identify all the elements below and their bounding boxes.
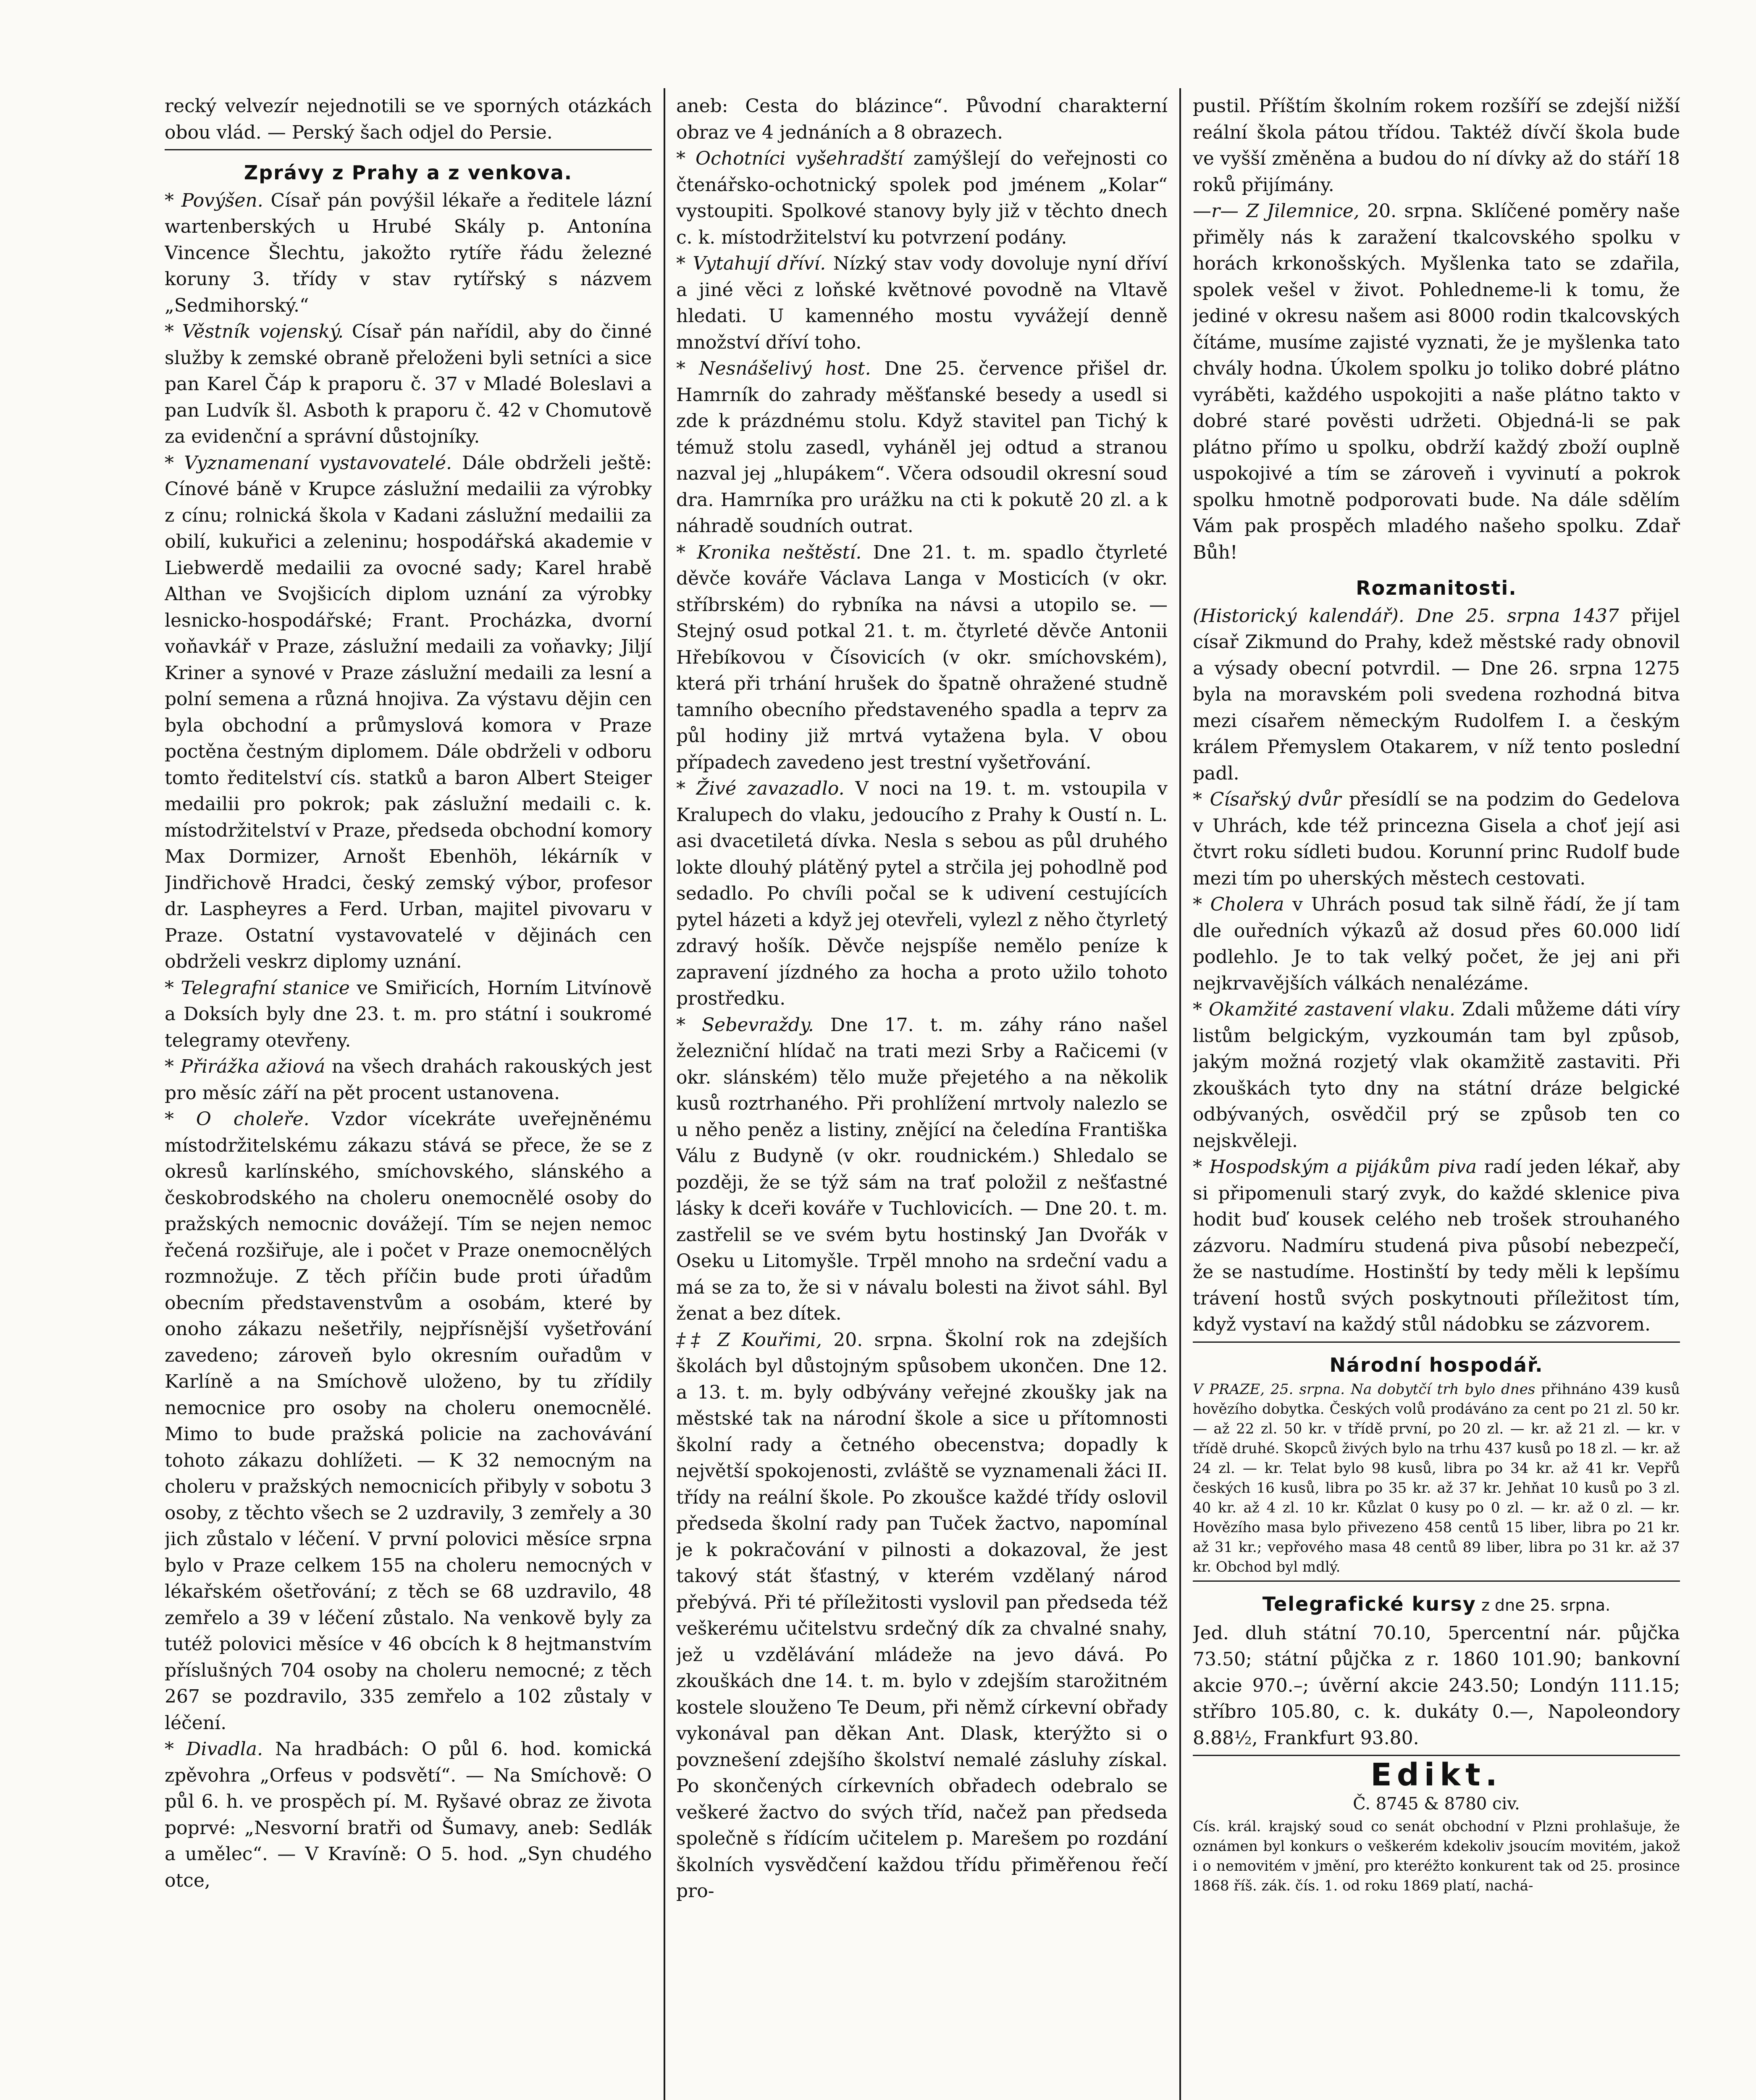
- article-lead: * Sebevraždy.: [676, 1014, 814, 1036]
- article-lead: * Nesnášelivý host.: [676, 358, 871, 379]
- section-rule: [1193, 1580, 1680, 1582]
- article-lead: * Císařský dvůr: [1193, 789, 1341, 810]
- section-heading: [1193, 575, 1680, 601]
- article-body: radí jeden lékař, aby si připomenuli starý zvyk, do každé sklenice piva hodit buď kousek celého neb trošek strouhaného zázvoru. Nadmíru studená piva působí nebezpečí, že se nastudíme. Hostinští by tedy měli k lepšímu trávení hostů svých poskytnouti příležitost tím, když vystaví na každý stůl nádobku se zázvorem.: [1193, 1156, 1680, 1335]
- article-body: aneb: Cesta do blázince“. Původní charakterní obraz ve 4 jednáních a 8 obrazech.: [676, 95, 1168, 143]
- article-paragraph: [165, 1736, 652, 1894]
- column-divider: [664, 88, 665, 2100]
- section-rule: [1193, 1341, 1680, 1343]
- article-body: Císař pán nařídil, aby do činné služby k zemské obraně přeloženi byli setníci a sice pan Karel Čáp k praporu č. 37 v Mladé Boleslavi a pan Ludvík šl. Asboth k praporu č. 42 v Chomutově za evidenční a správní důstojníky.: [165, 321, 652, 447]
- article-body: pustil. Příštím školním rokem rozšíří se zdejší nižší reální škola pátou třídou. Taktéž dívčí škola bude ve vyšší změněna a budou do ní dívky až do stáří 18 roků přijímány.: [1193, 95, 1680, 196]
- article-paragraph: [676, 776, 1168, 1012]
- article-lead: —r— Z Jilemnice,: [1193, 200, 1360, 222]
- article-lead: * Povýšen.: [165, 189, 263, 211]
- article-paragraph: [1193, 93, 1680, 198]
- article-paragraph: [1193, 1154, 1680, 1338]
- article-lead: * Živé zavazadlo.: [676, 778, 845, 799]
- article-paragraph: [1193, 603, 1680, 787]
- article-paragraph: [165, 319, 652, 450]
- article-lead: * Hospodským a pijákům piva: [1193, 1156, 1477, 1178]
- article-body: zamýšlejí do veřejnosti co čtenářsko-ochotnický spolek pod jménem „Kolar“ vystoupiti. Spolkové stanovy byly již v těchto dnech c. k. místodržitelství ku potvrzení podány.: [676, 148, 1168, 248]
- section-heading-text: Národní hospodář.: [1329, 1353, 1543, 1376]
- article-body: Zdali můžeme dáti víry listům belgickým, vyzkoumán tam byl způsob, jakým možná rozjetý vlak okamžitě zastaviti. Při zkouškách tyto dny na státní dráze belgické odbývaných, osvědčil prý se způsob ten co nejskvěleji.: [1193, 999, 1680, 1152]
- article-lead: (Historický kalendář). Dne 25. srpna 1437: [1193, 605, 1619, 627]
- article-body: Nízký stav vody dovoluje nyní dříví a jiné věci z loňské květnové povodně na Vltavě hledati. U kamenného mostu vyvážejí denně množství dříví toho.: [676, 253, 1168, 353]
- article-paragraph: [165, 93, 652, 146]
- article-body: ve Smiřicích, Horním Litvínově a Doksích byly dne 23. t. m. pro státní i soukromé telegramy otevřeny.: [165, 977, 652, 1051]
- article-body: recký velvezír nejednotili se ve sporných otázkách obou vlád. — Perský šach odjel do Persie.: [165, 95, 652, 143]
- text-column-2: [676, 93, 1168, 2100]
- article-body: přijel císař Zikmund do Prahy, kdež městské rady obnovil a výsady obecní potvrdil. — Dne 26. srpna 1275 byla na moravském poli svedena rozhodná bitva mezi císařem německým Rudolfem I. a českým králem Přemyslem Otakarem, v níž tento poslední padl.: [1193, 605, 1680, 784]
- section-heading: [165, 160, 652, 186]
- article-body: přesídlí se na podzim do Gedelova v Uhrách, kde též princezna Gisela a choť její asi čtvrt roku sídleti budou. Korunní princ Rudolf bude mezi tím po uherských městech cestovati.: [1193, 789, 1680, 889]
- article-paragraph: [676, 146, 1168, 251]
- article-paragraph: [676, 1327, 1168, 1905]
- article-paragraph: [1193, 787, 1680, 892]
- article-lead: * Okamžité zastavení vlaku.: [1193, 999, 1455, 1020]
- article-lead: ‡‡ Z Kouřimi,: [676, 1329, 822, 1351]
- section-heading-text: Zprávy z Prahy a z venkova.: [244, 161, 573, 184]
- article-lead: V PRAZE, 25. srpna. Na dobytčí trh bylo dnes: [1193, 1381, 1536, 1398]
- column-divider: [1179, 88, 1181, 2100]
- article-lead: * Vytahují dříví.: [676, 253, 826, 274]
- article-paragraph: [676, 251, 1168, 356]
- article-body: V noci na 19. t. m. vstoupila v Kralupech do vlaku, jedoucího z Prahy k Oustí n. L. asi dvacetiletá dívka. Nesla s sebou as půl druhého lokte dlouhý plátěný pytel a strčila jej pohodlně pod sedadlo. Po chvíli počal se k udivení cestujících pytel házeti a když jej otevřeli, vylezl z něho čtyrletý zdravý hošík. Děvče nejspíše nemělo peníze k zapravení jízdného za hocha a proto užilo tohoto prostředku.: [676, 778, 1168, 1009]
- article-paragraph: [165, 1106, 652, 1736]
- article-lead: * Telegrafní stanice: [165, 977, 350, 999]
- article-lead: * Vyznamenaní vystavovatelé.: [165, 452, 452, 474]
- article-paragraph: [165, 1054, 652, 1106]
- article-body: Vzdor vícekráte uveřejněnému místodržitelskému zákazu stává se přece, že se z okresů karlínského, smíchovského, slánského a českobrodského na choleru onemocnělé osoby do pražských nemocnic dovážejí. Tím se nejen nemoc řečená rozšiřuje, ale i počet v Praze onemocnělých rozmnožuje. Z těch příčin bude proti úřadům obecním představenstvům a osobám, které by onoho zákazu nešetřily, nejpřísnější vyšetřování zavedeno; zároveň bylo okresním ouřadům v Karlíně a na Smíchově uloženo, by tu zřídily nemocnice pro osoby na choleru onemocnělé. Mimo to bude pražská policie na zachovávání tohoto zákazu dohlížeti. — K 32 nemocným na choleru v pražských nemocnicích přibyly v sobotu 3 osoby, z těchto všech se 2 uzdravily, 3 zemřely a 30 jich zůstalo v léčení. V první polovici měsíce srpna bylo v Praze celkem 155 na choleru nemocných v lékařském ošetřování; z těch se 68 uzdravilo, 48 zemřelo a 39 v léčení zůstalo. Na venkově byly za tutéž polovici měsíce v 46 obcích k 8 hejtmanstvím příslušných 704 osoby na choleru nemocné; z těch 267 se pozdravilo, 335 zemřelo a 102 zůstaly v léčení.: [165, 1108, 652, 1734]
- article-lead: * Divadla.: [165, 1738, 263, 1760]
- article-body: 20. srpna. Sklíčené poměry naše přiměly nás k zaražení tkalcovského spolku v horách krkonošských. Myšlenka tato se zdařila, spolek vešel v život. Pohledneme-li k tomu, že jediné v okresu našem asi 8000 rodin tkalcovských čítáme, musíme zajisté vyznati, že je myšlenka tato chvály hodna. Úkolem spolku jo toliko dobré plátno vyráběti, každého uspokojiti a naše plátno takto v dobré staré pověsti udržeti. Objedná-li se pak plátno přímo u spolku, obdrží každý zboží ouplně uspokojivé a tím se zároveň i vyvinutí a pokrok spolku hmotně podporovati bude. Na dále sdělím Vám pak prospěch mladého našeho spolku. Zdař Bůh!: [1193, 200, 1680, 563]
- text-column-3: [1193, 93, 1680, 2100]
- article-paragraph: [676, 540, 1168, 776]
- article-body: Dále obdrželi ještě: Cínové báně v Krupce záslužní medailii za výrobky z cínu; rolnická škola v Kadani záslužní medailii za obilí, kukuřici a zeleninu; hospodářská akademie v Liebwerdě medailii za ovocné sady; Karel hrabě Althan ve Svojšicích diplom uznání za výrobky lesnicko-hospodářské; Frant. Procházka, dvorní voňavkář v Praze, záslužní medaili za voňavky; Jiljí Kriner a synové v Praze záslužní medaili za lesní a polní semena a různá hnojiva. Za výstavu dějin cen byla obchodní a průmyslová komora v Praze poctěna čestným diplomem. Dále obdrželi v odboru tomto ředitelství cís. statků a baron Albert Steiger medailii pro pokrok; pak záslužní medaili c. k. místodržitelství v Praze, předseda obchodní komory Max Dormizer, Arnošt Ebenhöh, lékárník v Jindřichově Hradci, český zemský výbor, profesor dr. Laspheyres a Ferd. Urban, majitel pivovaru v Praze. Ostatní vystavovatelé v dějinách cen obdrželi veskrz diplomy uznání.: [165, 452, 652, 972]
- section-heading-text: Edikt.: [1370, 1757, 1502, 1793]
- article-lead: * Cholera: [1193, 894, 1284, 915]
- article-paragraph: [165, 450, 652, 975]
- article-paragraph: [165, 975, 652, 1054]
- reference-number: Č. 8745 & 8780 civ.: [1353, 1794, 1520, 1814]
- article-lead: * Kronika neštěstí.: [676, 541, 862, 563]
- section-rule: [165, 149, 652, 150]
- section-heading: [1193, 1591, 1680, 1619]
- article-body: v Uhrách posud tak silně řádí, že jí tam dle ouředních výkazů až dosud přes 60.000 lidí podlehlo. Je to tak velký počet, že jej ani při nejkrvavějších válkách nenalézáme.: [1193, 894, 1680, 994]
- article-body: na všech drahách rakouských jest pro měsíc září na pět procent ustanovena.: [165, 1056, 652, 1104]
- article-paragraph: [1193, 997, 1680, 1154]
- article-body: Dne 21. t. m. spadlo čtyrleté děvče kováře Václava Langa v Mosticích (v okr. stříbrském) do rybníka na návsi a utopilo se. — Stejný osud potkal 21. t. m. čtyrleté děvče Antonii Hřebíkovou v Čísovicích (v okr. smíchovském), která při trhání hrušek do špatně ohražené studně tamního obecního představeného spadla a teprv za půl hodiny již mrtvá vytažena byla. V obou případech zavedeno jest trestní vyšetřování.: [676, 541, 1168, 773]
- article-body: Císař pán povýšil lékaře a ředitele lázní wartenberských u Hrubé Skály p. Antonína Vincence Šlechtu, jakožto rytíře řádu železné koruny 3. třídy v stav rytířský s názvem „Sedmihorský.“: [165, 189, 652, 316]
- article-body: Jed. dluh státní 70.10, 5percentní nár. půjčka 73.50; státní půjčka z r. 1860 101.90; bankovní akcie 970.–; úvěrní akcie 243.50; Londýn 111.15; stříbro 105.80, c. k. dukáty 0.—, Napoleondory 8.88½, Frankfurt 93.80.: [1193, 1622, 1680, 1749]
- article-paragraph: [676, 1012, 1168, 1327]
- section-rule: [1193, 1755, 1680, 1756]
- section-heading: [1193, 1352, 1680, 1378]
- article-paragraph: [1193, 1817, 1680, 1896]
- article-paragraph: [1193, 892, 1680, 997]
- article-body: Dne 17. t. m. záhy ráno našel železniční hlídač na trati mezi Srby a Račicemi (v okr. slánském) tělo muže přejetého a na několik kusů roztrhaného. Při prohlížení mrtvoly nalezlo se u něho peněz a listiny, znějící na čeledína Františka Válu z Budyně (v okr. roudnickém.) Shledalo se později, že se týž sám na trať položil z nešťastné lásky k dceři kováře v Tuchlovicích. — Dne 20. t. m. zastřelil se ve svém bytu hostinský Jan Dvořák v Oseku u Litomyšle. Trpěl mnoho na srdeční vadu a má se za to, že si v návalu bolesti na život sáhl. Byl ženat a bez dítek.: [676, 1014, 1168, 1324]
- article-paragraph: [676, 356, 1168, 540]
- article-lead: * Přirážka ažiová: [165, 1056, 325, 1077]
- article-body: Dne 25. července přišel dr. Hamrník do zahrady měšťanské besedy a usedl si zde k prázdnému stolu. Když stavitel pan Tichý k témuž stolu zasedl, vyháněl jej odtud a stranou nazval jej „hlupákem“. Včera odsoudil okresní soud dra. Hamrníka pro urážku na cti k pokutě 20 zl. a k náhradě soudních outrat.: [676, 358, 1168, 537]
- section-heading: [1193, 1757, 1680, 1793]
- article-body: Cís. král. krajský soud co senát obchodní v Plzni prohlašuje, že oznámen byl konkurs o veškerém kdekoliv jsoucím movitém, jakož i o nemovitém v jmění, pro kteréžto konkurent tak od 25. prosince 1868 říš. zák. čís. 1. od roku 1869 platí, nachá-: [1193, 1818, 1680, 1894]
- article-paragraph: [165, 188, 652, 319]
- article-paragraph: [1193, 1620, 1680, 1752]
- article-paragraph: [1193, 198, 1680, 566]
- article-body: Na hradbách: O půl 6. hod. komická zpěvohra „Orfeus v podsvětí“. — Na Smíchově: O půl 6. h. ve prospěch pí. M. Ryšavé obraz ze života poprvé: „Nesvorní bratři od Šumavy, aneb: Sedlák a umělec“. — V Kravíně: O 5. hod. „Syn chudého otce,: [165, 1738, 652, 1891]
- section-heading-sub: z dne 25. srpna.: [1476, 1596, 1611, 1614]
- article-body: přihnáno 439 kusů hovězího dobytka. Českých volů prodáváno za cent po 21 zl. 50 kr. — až 22 zl. 50 kr. v třídě první, po 20 zl. — kr. až 21 zl. — kr. v třídě druhé. Skopců živých bylo na trhu 437 kusů po 18 zl. — kr. až 24 zl. — kr. Telat bylo 98 kusů, libra po 34 kr. až 41 kr. Vepřů českých 16 kusů, libra po 35 kr. až 37 kr. Jehňat 10 kusů po 3 zl. 40 kr. až 4 zl. 10 kr. Kůzlat 0 kusy po 0 zl. — kr. až 0 zl. — kr. Hovězího masa bylo přivezeno 458 centů 15 liber, libra po 21 kr. až 31 kr.; vepřového masa 48 centů 89 liber, libra po 31 kr. až 37 kr. Obchod byl mdlý.: [1193, 1381, 1680, 1575]
- article-paragraph: [676, 93, 1168, 146]
- article-lead: * Věstník vojenský.: [165, 321, 344, 342]
- text-column-1: [165, 93, 652, 2100]
- article-body: 20. srpna. Školní rok na zdejších školách byl důstojným spůsobem ukončen. Dne 12. a 13. t. m. byly odbývány veřejné zkoušky jak na městské tak na národní škole a sice u přítomnosti školní rady a četného obecenstva; dopadly k největší spokojenosti, zvláště se vyznamenali žáci II. třídy na reální škole. Po zkoušce každé třídy oslovil předseda školní rady pan Tuček žactvo, napomínal je k pokračování v pilnosti a dokazoval, že jest takový stát šťastný, v kterém vzdělaný národ přebývá. Při té příležitosti vyslovil pan předseda též veškerému učitelstvu srdečný dík za chvalné snahy, jež u vzdělávání mládeže na jevo dává. Po zkouškách dne 14. t. m. bylo v zdejším starožitném kostele slouženo Te Deum, při němž církevní obřady vykonával pan děkan Ant. Dlask, kterýžto si o povznešení zdejšího školství nemalé zásluhy získal. Po skončených církevních obřadech odebralo se veškeré žactvo do svých tříd, načež pan předseda společně s řídícím učitelem p. Marešem po rozdání školních vysvědčení každou třídu přiměřenou řečí pro-: [676, 1329, 1168, 1902]
- section-heading-text: Telegrafické kursy: [1262, 1593, 1476, 1615]
- article-paragraph: [1193, 1380, 1680, 1577]
- section-heading-text: Rozmanitosti.: [1356, 577, 1517, 599]
- article-lead: * Ochotníci vyšehradští: [676, 148, 903, 169]
- article-lead: * O choleře.: [165, 1108, 310, 1130]
